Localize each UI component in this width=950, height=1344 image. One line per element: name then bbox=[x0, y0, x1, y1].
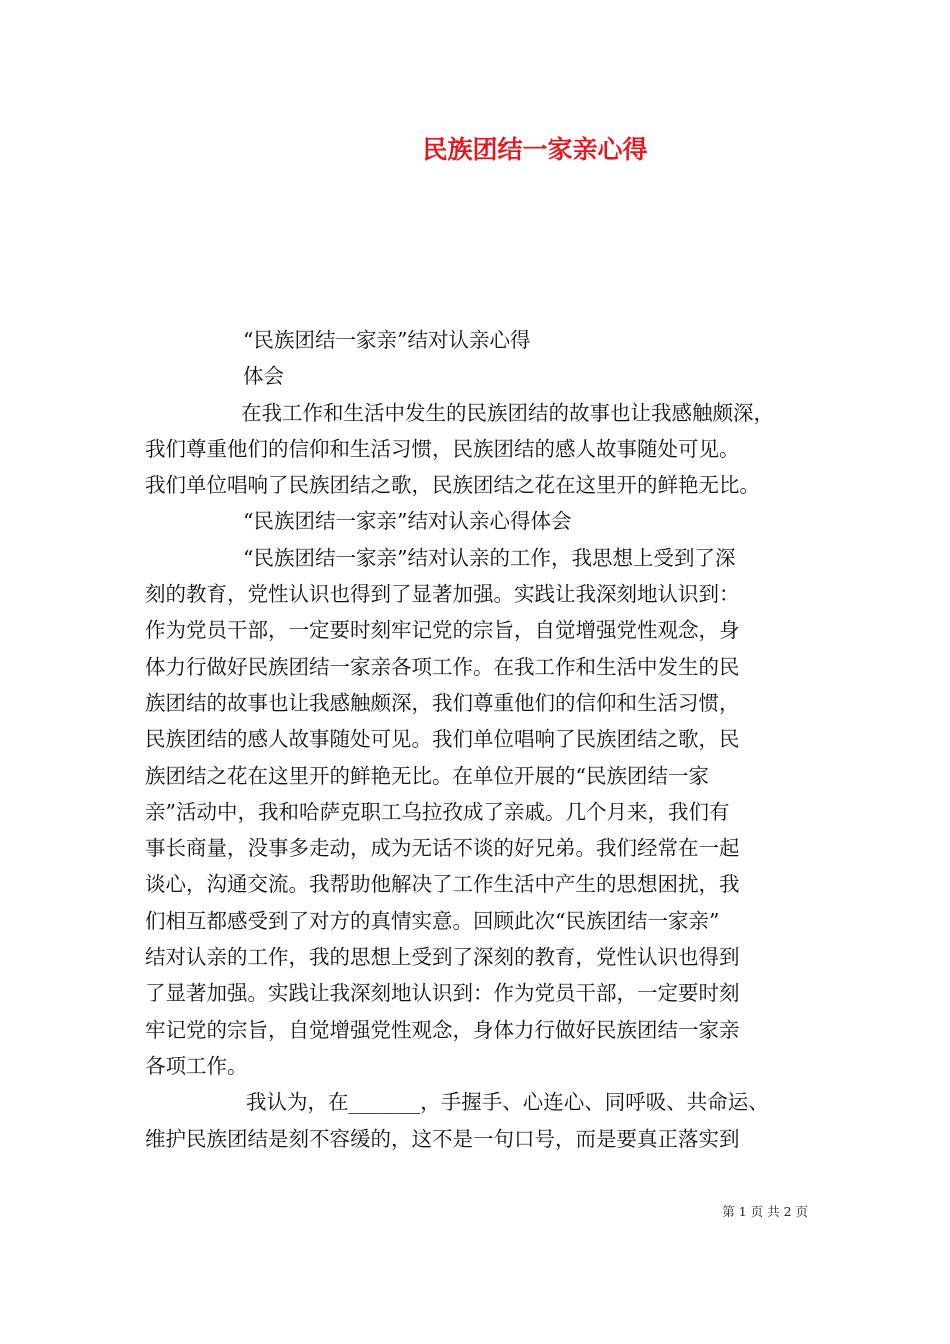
document-title: 民族团结一家亲心得 bbox=[422, 135, 648, 164]
paragraph-2-line-15: 各项工作。 bbox=[145, 1053, 248, 1078]
paragraph-2-line-7: 族团结之花在这里开的鲜艳无比。在单位开展的“民族团结一家 bbox=[145, 763, 709, 788]
heading-line-1: “民族团结一家亲”结对认亲心得 bbox=[243, 328, 531, 352]
page-indicator: 第 1 页 共 2 页 bbox=[722, 1204, 808, 1219]
paragraph-2-line-5: 族团结的故事也让我感触颇深，我们尊重他们的信仰和生活习惯， bbox=[145, 690, 740, 715]
paragraph-2-line-3: 作为党员干部，一定要时刻牢记党的宗旨，自觉增强党性观念，身 bbox=[145, 618, 740, 643]
paragraph-2-line-8: 亲”活动中，我和哈萨克职工乌拉孜成了亲戚。几个月来，我们有 bbox=[145, 799, 730, 824]
paragraph-1-line-2: 我们尊重他们的信仰和生活习惯，民族团结的感人故事随处可见。 bbox=[145, 436, 740, 461]
paragraph-3-line-2: 维护民族团结是刻不容缓的，这不是一句口号，而是要真正落实到 bbox=[145, 1126, 740, 1151]
paragraph-1-line-1: 在我工作和生活中发生的民族团结的故事也让我感触颇深， bbox=[241, 400, 774, 425]
paragraph-3-line-1: 我认为，在_______，手握手、心连心、同呼吸、共命运、 bbox=[246, 1090, 769, 1115]
document-body bbox=[145, 322, 810, 1157]
paragraph-2-line-11: 们相互都感受到了对方的真情实意。回顾此次“民族团结一家亲” bbox=[145, 908, 720, 933]
paragraph-2-line-10: 谈心，沟通交流。我帮助他解决了工作生活中产生的思想困扰，我 bbox=[145, 872, 740, 897]
paragraph-2-line-6: 民族团结的感人故事随处可见。我们单位唱响了民族团结之歌，民 bbox=[145, 727, 740, 752]
paragraph-2-line-9: 事长商量，没事多走动，成为无话不谈的好兄弟。我们经常在一起 bbox=[145, 836, 740, 861]
paragraph-2-line-4: 体力行做好民族团结一家亲各项工作。在我工作和生活中发生的民 bbox=[145, 654, 740, 679]
heading-line-2: 体会 bbox=[243, 364, 284, 389]
paragraph-2-line-1: “民族团结一家亲”结对认亲的工作，我思想上受到了深 bbox=[243, 545, 736, 570]
paragraph-1-line-3: 我们单位唱响了民族团结之歌，民族团结之花在这里开的鲜艳无比。 bbox=[145, 473, 760, 498]
subheading: “民族团结一家亲”结对认亲心得体会 bbox=[243, 509, 572, 534]
paragraph-2-line-13: 了显著加强。实践让我深刻地认识到：作为党员干部，一定要时刻 bbox=[145, 981, 740, 1006]
paragraph-2-line-2: 刻的教育，党性认识也得到了显著加强。实践让我深刻地认识到： bbox=[145, 582, 740, 607]
paragraph-2-line-12: 结对认亲的工作，我的思想上受到了深刻的教育，党性认识也得到 bbox=[145, 945, 740, 970]
paragraph-2-line-14: 牢记党的宗旨，自觉增强党性观念，身体力行做好民族团结一家亲 bbox=[145, 1017, 740, 1042]
